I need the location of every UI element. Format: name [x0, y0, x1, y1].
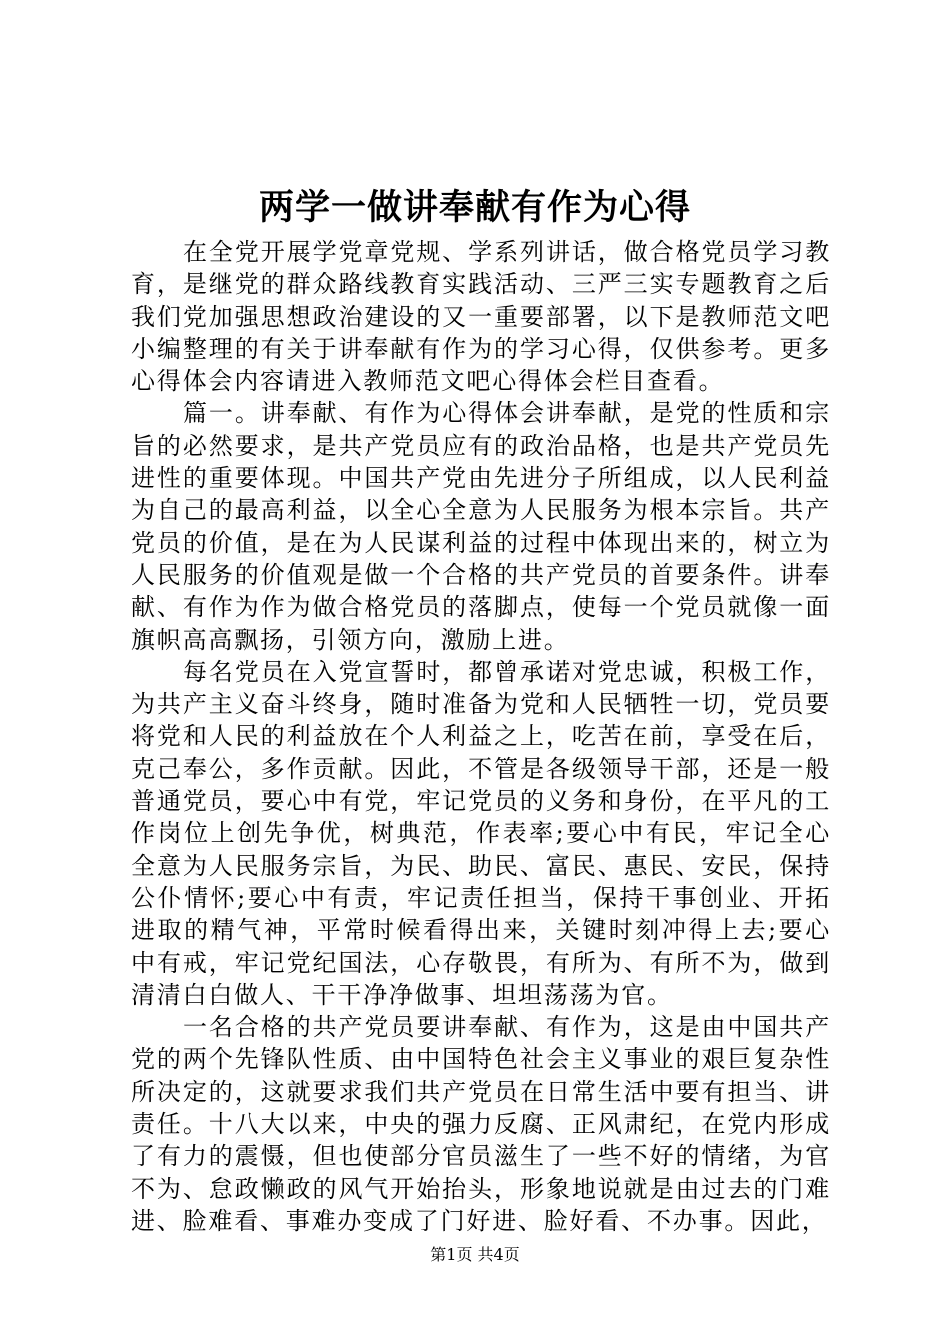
- paragraph-part-one: 篇一。讲奉献、有作为心得体会讲奉献，是党的性质和宗旨的必然要求，是共产党员应有的政治品格，也是共产党员先进性的重要体现。中国共产党由先进分子所组成，以人民利益为自己的最高利益，以全心全意为人民服务为根本宗旨。共产党员的价值，是在为人民谋利益的过程中体现出来的，树立为人民服务的价值观是做一个合格的共产党员的首要条件。讲奉献、有作为作为做合格党员的落脚点，使每一个党员就像一面旗帜高高飘扬，引领方向，激励上进。: [131, 399, 831, 654]
- paragraph-intro: 在全党开展学党章党规、学系列讲话，做合格党员学习教育，是继党的群众路线教育实践活动、三严三实专题教育之后我们党加强思想政治建设的又一重要部署，以下是教师范文吧小编整理的有关于讲奉献有作为的学习心得，仅供参考。更多心得体会内容请进入教师范文吧心得体会栏目查看。: [131, 238, 831, 396]
- page-number-footer: 第1页 共4页: [430, 1245, 520, 1264]
- paragraph-responsibility: 一名合格的共产党员要讲奉献、有作为，这是由中国共产党的两个先锋队性质、由中国特色社会主义事业的艰巨复杂性所决定的，这就要求我们共产党员在日常生活中要有担当、讲责任。十八大以来，中央的强力反腐、正风肃纪，在党内形成了有力的震慑，但也使部分官员滋生了一些不好的情绪，为官不为、怠政懒政的风气开始抬头，形象地说就是由过去的门难进、脸难看、事难办变成了门好进、脸好看、不办事。因此，: [131, 1013, 831, 1235]
- paragraph-oath: 每名党员在入党宣誓时，都曾承诺对党忠诚，积极工作，为共产主义奋斗终身，随时准备为党和人民牺牲一切，党员要将党和人民的利益放在个人利益之上，吃苦在前，享受在后，克己奉公，多作贡献。因此，不管是各级领导干部，还是一般普通党员，要心中有党，牢记党员的义务和身份，在平凡的工作岗位上创先争优，树典范，作表率;要心中有民，牢记全心全意为人民服务宗旨，为民、助民、富民、惠民、安民，保持公仆情怀;要心中有责，牢记责任担当，保持干事创业、开拓进取的精气神，平常时候看得出来，关键时刻冲得上去;要心中有戒，牢记党纪国法，心存敬畏，有所为、有所不为，做到清清白白做人、干干净净做事、坦坦荡荡为官。: [131, 657, 831, 1009]
- document-title: 两学一做讲奉献有作为心得: [258, 187, 691, 228]
- document-body: [131, 236, 831, 1237]
